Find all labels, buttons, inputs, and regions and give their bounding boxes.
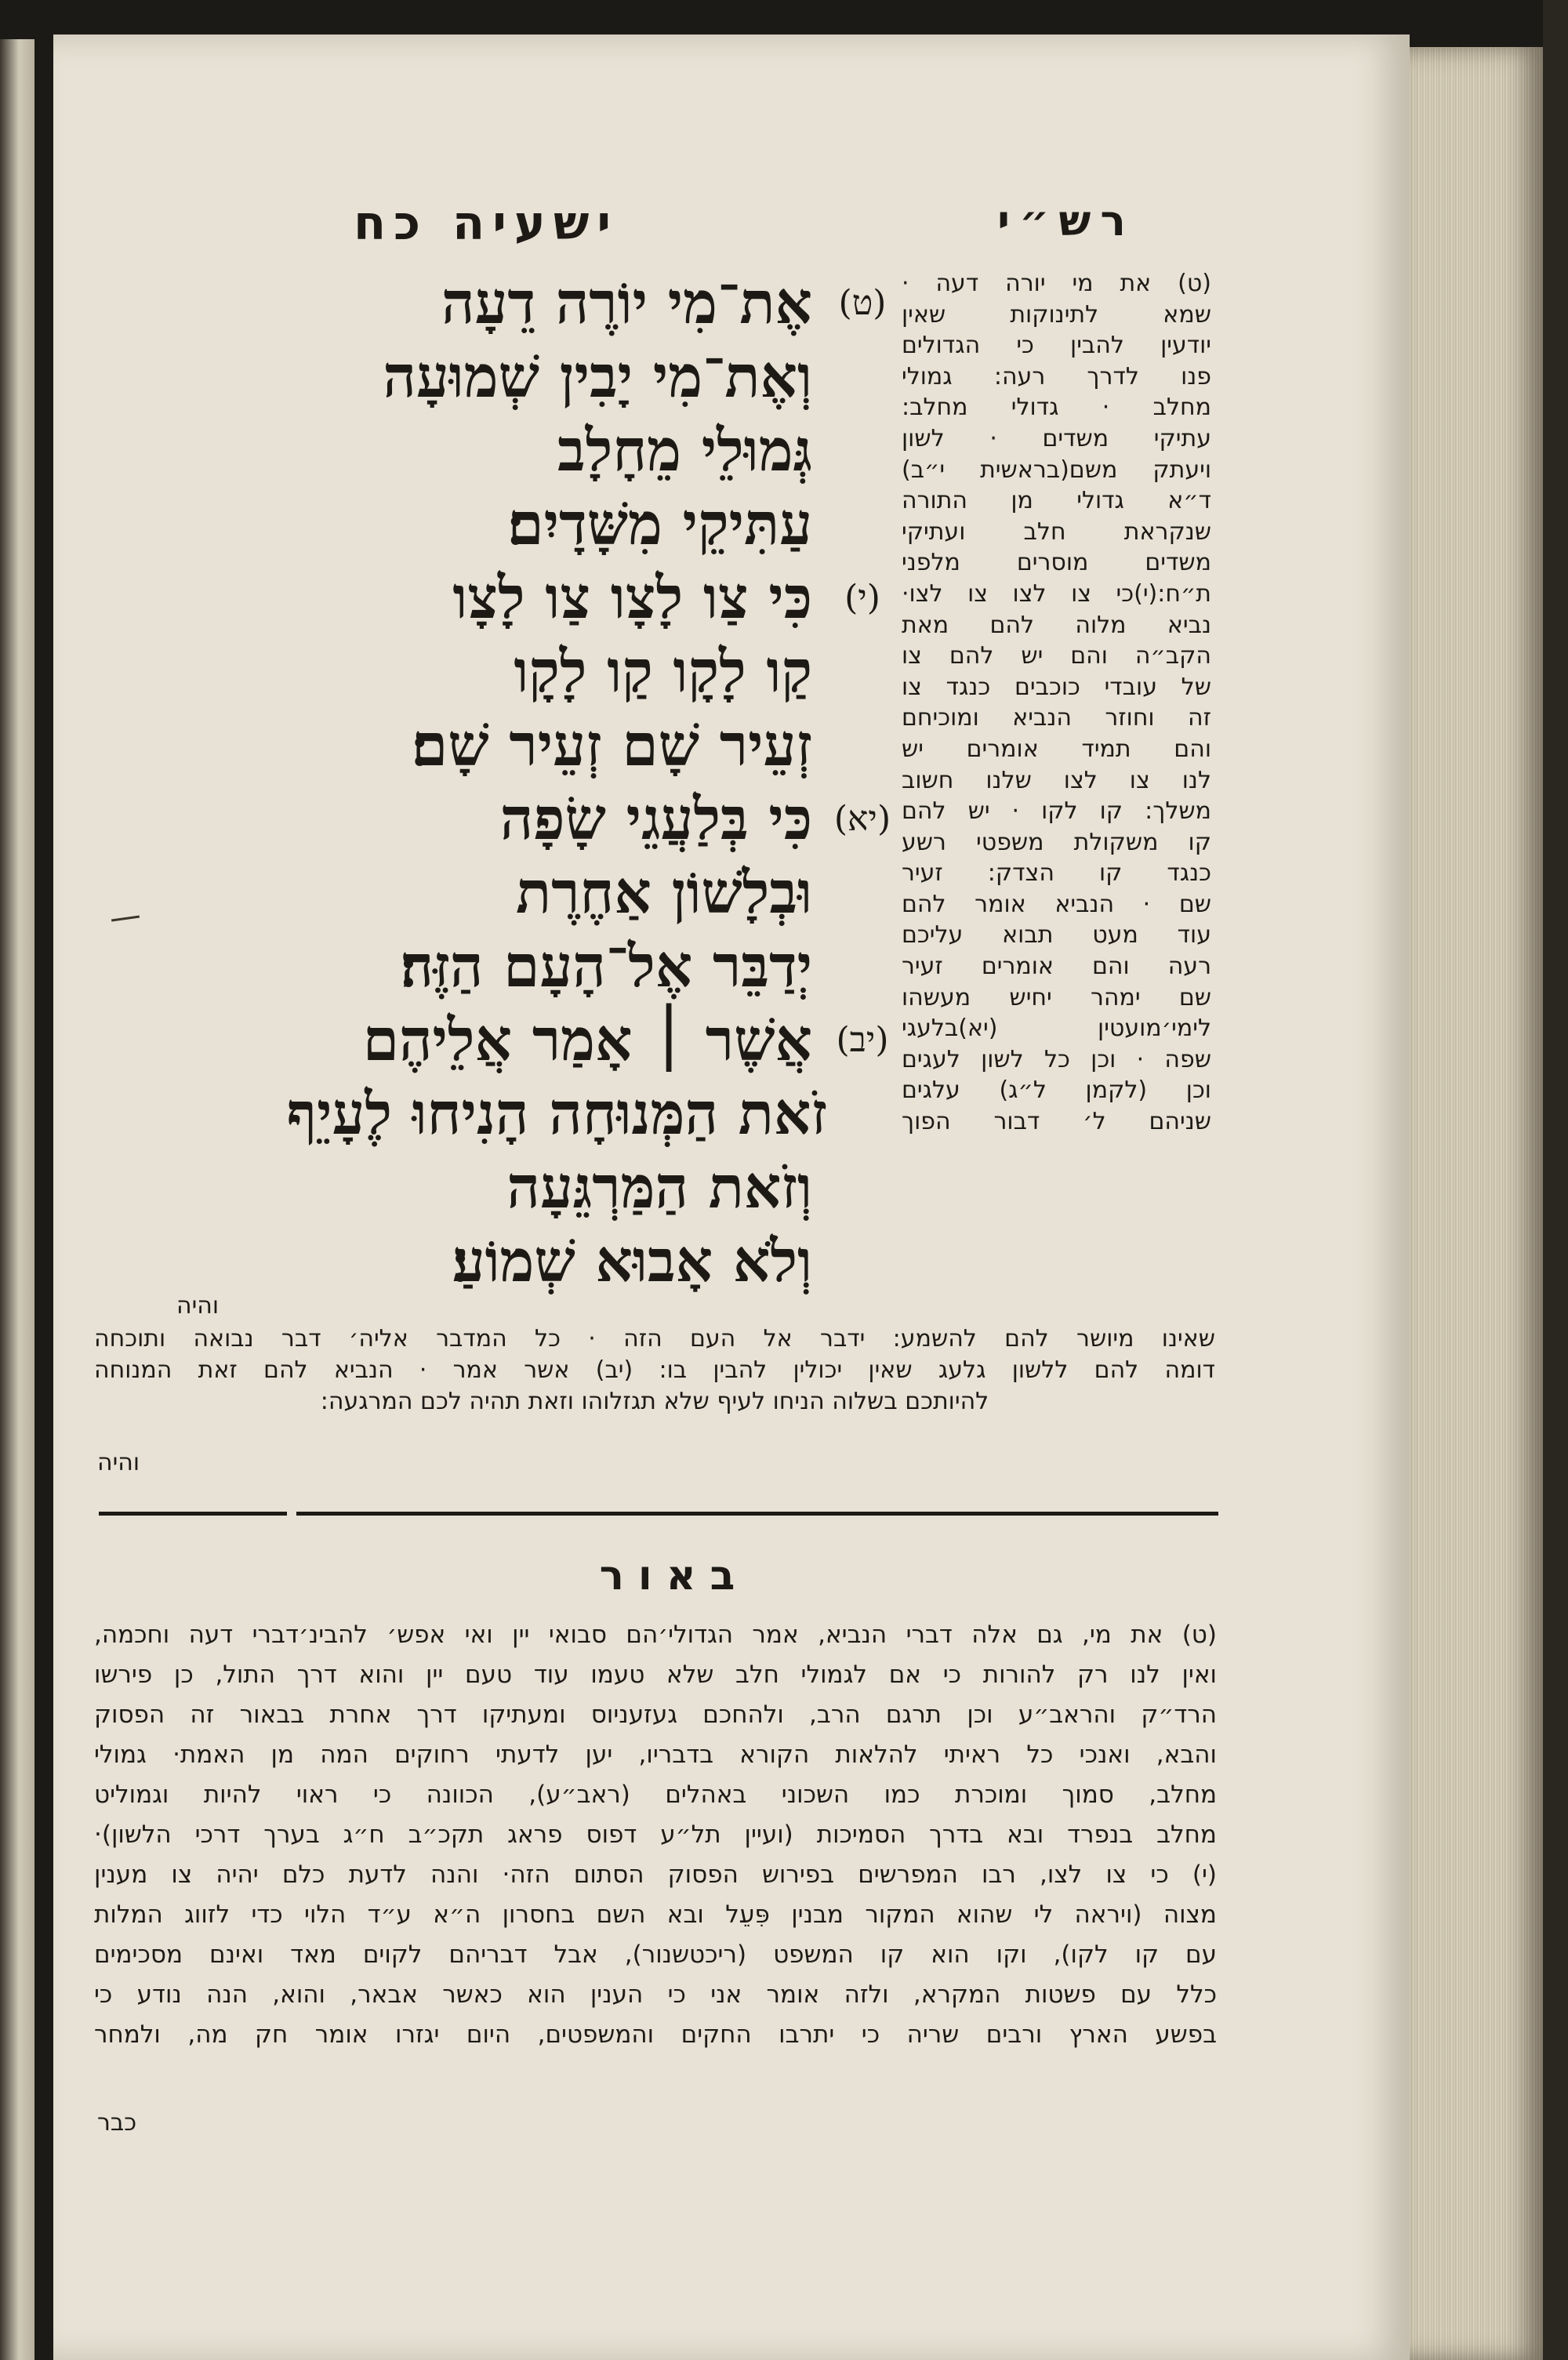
verse-line — [298, 1151, 894, 1225]
verse-text: זֹאת הַמְּנוּחָה הָנִיחוּ לֶעָיֵף — [286, 1080, 828, 1148]
verse-line — [298, 1225, 894, 1298]
verse-line — [286, 1077, 894, 1151]
rashi-line — [902, 765, 1211, 797]
rashi-line — [902, 889, 1211, 920]
binding-shadow — [1543, 0, 1568, 2360]
verse-text: וּבְלָשׁוֹן אַחֶרֶת — [516, 859, 812, 927]
rashi-commentary-column — [902, 268, 1211, 1138]
catchword-lower: והיה — [97, 1449, 140, 1476]
rashi-line-text: משלך: קו לקו · יש להם — [902, 797, 1211, 826]
rashi-line — [902, 610, 1211, 641]
rashi-line-text: שם · הנביא אומר להם — [902, 890, 1211, 918]
rashi-line-text: והם תמיד אומרים יש — [902, 735, 1211, 763]
rashi-line — [902, 796, 1211, 827]
verse-line — [298, 856, 894, 930]
rashi-line-text: הקב״ה והם יש להם צו — [902, 642, 1211, 670]
rashi-line — [902, 703, 1211, 734]
beur-line: מצוה (ויראה לי שהוא המקור מבנין פִּעֵל ובא השם בחסרון ה״א ע״ד הלוי כדי לזווג המלות — [94, 1901, 1217, 1929]
rashi-line — [902, 1075, 1211, 1106]
rashi-line-text: זה וחוזר הנביא ומוכיחם — [902, 704, 1211, 732]
verse-text: קַו לָקָו קַו לָקָו — [514, 638, 812, 706]
beur-line: בפשע הארץ ורבים שריה כי יתרבו החקים והמשפטים, היום יגזרו אומר חק מה, ולמחר — [94, 2021, 1217, 2049]
verse-text: זְעֵיר שָׁם זְעֵיר שָׁם׃ — [412, 712, 812, 779]
beur-line: מחלב בנפרד ובא בדרך הסמיכות (ועיין תל״ע דפוס פראג תקכ״ב ח״ג בערך דרכי הלשון)· — [94, 1821, 1217, 1849]
verse-text: יְדַבֵּר אֶל־הָעָם הַזֶּה׃ — [400, 933, 812, 1000]
rashi-line-text: שפה · וכן כל לשון לעגים — [902, 1045, 1211, 1073]
rashi-line — [902, 982, 1211, 1014]
verse-line — [298, 782, 894, 856]
rashi-line-text: ת״ח:(י)כי צו לצו צו לצו· — [902, 579, 1211, 608]
rashi-line — [902, 1044, 1211, 1076]
rashi-line — [902, 920, 1211, 951]
rashi-line-text: של עובדי כוכבים כנגד צו — [902, 673, 1211, 701]
previous-page-edge — [0, 39, 34, 2360]
section-rule-long — [296, 1512, 1218, 1516]
rashi-full-line: שאינו מיושר להם להשמע: ידבר אל העם הזה · כל המדבר אליה׳ דבר נבואה ותוכחה — [94, 1325, 1215, 1352]
rashi-line — [902, 268, 1211, 300]
rashi-commentary-full-width — [94, 1292, 1215, 1418]
rashi-line-text: שם ימהר יחיש מעשהו — [902, 983, 1211, 1011]
verse-text: וְלֹא אָבוּא שְׁמוֹעַ׃ — [452, 1228, 812, 1295]
verse-line — [298, 635, 894, 709]
verse-line — [298, 414, 894, 488]
rashi-line — [902, 1106, 1211, 1138]
beur-line: והבא, ואנכי כל ראיתי להלאות הקורא בדבריו, יען לדעתי רחוקים המה מן האמת· גמולי — [94, 1741, 1217, 1769]
rashi-line-text: (ט) את מי יורה דעה · — [902, 270, 1211, 297]
verse-number: (יב) — [836, 1020, 889, 1060]
beur-line: מחלב, סמוך ומוכרת כמו השכוני באהלים (ראב״ע), הכוונה כי ראוי להיות וגמוליט — [94, 1781, 1217, 1809]
rashi-line-text: משדים מוסרים מלפני — [902, 549, 1211, 577]
verse-text: אֶת־מִי יוֹרֶה דֵעָה — [441, 270, 812, 337]
verse-line — [298, 1004, 894, 1077]
rashi-line — [902, 951, 1211, 982]
rashi-full-line: להיותכם בשלוה הניחו לעיף שלא תגזלוהו וזאת תהיה לכם המרגעה: — [320, 1388, 989, 1415]
rashi-line-text: שניהם ל׳ דבור הפוך — [902, 1108, 1211, 1136]
beur-line: (י) כי צו לצו, רבו המפרשים בפירוש הפסוק הסתום הזה· והנה לדעת כלם יהיה צו מענין — [94, 1861, 1217, 1889]
verse-number: (ט) — [838, 283, 887, 323]
rashi-line — [902, 330, 1211, 361]
rashi-line-text: רעה והם אומרים זעיר — [902, 953, 1211, 981]
beur-line: הרד״ק והראב״ע וכן תרגם הרב, ולהחכם געזעניוס ומעתיקו דרך אחרת בבאור זה הפסוק — [94, 1701, 1217, 1729]
beur-line: עם קו לקו), וקו הוא קו המשפט (ריכטשנור), אבל דבריהם לקוים מאד ואינם מסכימים — [94, 1941, 1217, 1969]
rashi-line-text: נביא מלוה להם מאת — [902, 611, 1211, 639]
catchword-upper: והיה — [176, 1292, 220, 1320]
section-rule-short — [99, 1512, 287, 1516]
rashi-line-text: יודעין להבין כי הגדולים — [902, 332, 1211, 360]
verse-text: כִּי צַו לָצָו צַו לָצָו — [452, 565, 812, 632]
rashi-line — [902, 547, 1211, 579]
rashi-line-text: פנו לדרך רעה: גמולי — [902, 362, 1211, 390]
rashi-line-text: לנו צו לצו שלנו חשוב — [902, 766, 1211, 794]
rashi-line — [902, 361, 1211, 393]
verse-number: (י) — [844, 578, 880, 618]
rashi-line-text: קו משקולת משפטי רשע — [902, 828, 1211, 856]
verse-text: וְאֶת־מִי יָבִין שְׁמוּעָה — [383, 343, 812, 411]
rashi-line — [902, 672, 1211, 703]
rashi-line-text: שנקראת חלב ועתיקי — [902, 517, 1211, 546]
beur-line: כלל עם פשטות המקרא, ולזה אומר אני כי הענין הוא כאשר אבאר, והוא, הנה נודע כי — [94, 1981, 1217, 2009]
verse-text: כִּי בְּלַעֲגֵי שָׂפָה — [499, 786, 812, 853]
rashi-line-text: עוד מעט תבוא עליכם — [902, 921, 1211, 949]
verse-text: אֲשֶׁר ׀ אָמַר אֲלֵיהֶם — [362, 1007, 812, 1074]
verse-line — [298, 930, 894, 1004]
rashi-line — [902, 641, 1211, 672]
rashi-full-line: דומה להם ללשון גלעג שאין יכולין להבין בו: (יב) אשר אמר · הנביא להם זאת המנוחה — [94, 1356, 1215, 1384]
rashi-line — [902, 517, 1211, 548]
rashi-line-text: ד״א גדולי מן התורה — [902, 487, 1211, 515]
verse-line — [298, 267, 894, 340]
rashi-line — [902, 423, 1211, 455]
verse-number: (יא) — [833, 799, 891, 839]
rashi-line-text: שמא לתינוקות שאין — [902, 300, 1211, 329]
rashi-line — [902, 1013, 1211, 1044]
beur-commentary — [94, 1615, 1217, 2055]
verse-text: עַתִּיקֵי מִשָּׁדָיִם׃ — [507, 491, 812, 558]
rashi-line-text: לימי׳מועטין (יא)בלעגי — [902, 1015, 1211, 1043]
rashi-header: רש״י — [997, 196, 1135, 245]
rashi-line — [902, 827, 1211, 859]
rashi-line — [902, 858, 1211, 889]
verse-text: וְזֹאת הַמַּרְגֵּעָה — [506, 1154, 812, 1222]
verse-line — [298, 488, 894, 561]
rashi-line — [902, 455, 1211, 486]
rashi-full-spacer — [94, 1292, 1215, 1323]
top-shadow — [0, 0, 1568, 34]
verse-column — [286, 267, 894, 1298]
beur-title: באור — [599, 1552, 750, 1599]
rashi-line-text: עתיקי משדים · לשון — [902, 424, 1211, 452]
book-chapter-header: ישעיה כח — [353, 196, 619, 251]
rashi-line-text: כנגד קו הצדק: זעיר — [902, 859, 1211, 888]
page-block-edges — [1410, 47, 1543, 2360]
rashi-line — [902, 485, 1211, 517]
rashi-line-text: מחלב · גדולי מחלב: — [902, 394, 1211, 422]
beur-line: (ט) את מי, גם אלה דברי הנביא, אמר הגדולי׳הם סבואי יין ואי אפש׳ להבינ׳דברי דעה וחכמה, — [94, 1621, 1217, 1649]
rashi-line — [902, 734, 1211, 765]
verse-line — [298, 340, 894, 414]
verse-text: גְּמוּלֵי מֵחָלָב — [557, 417, 812, 485]
rashi-line — [902, 300, 1211, 331]
beur-line: ואין לנו רק להורות כי אם לגמולי חלב שלא טעמו עוד טעם יין והוא דרך התול, כן פירשו — [94, 1661, 1217, 1689]
verse-line — [298, 561, 894, 635]
rashi-line-text: ויעתק משם(בראשית י״ב) — [902, 456, 1211, 484]
beur-catchword: כבר — [97, 2109, 137, 2137]
verse-line — [298, 709, 894, 782]
rashi-line — [902, 392, 1211, 423]
rashi-line-text: וכן (לקמן ל״ג) עלגים — [902, 1077, 1211, 1105]
rashi-line — [902, 579, 1211, 610]
